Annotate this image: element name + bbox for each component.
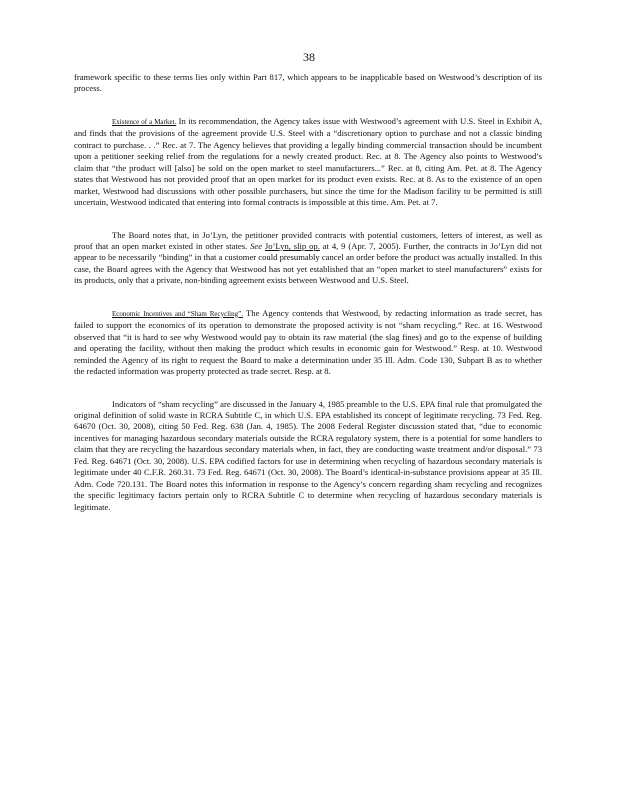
document-body xyxy=(74,72,542,513)
paragraph-jolyn xyxy=(74,230,542,287)
paragraph-text: In its recommendation, the Agency takes issue with Westwood’s agreement with U.S. Steel in Exhibit A, and finds that the provisions of the agreement provide U.S. Steel with a “discretionary option to purchase and not a classic binding contract to purchase. . .” Rec. at 7. The Agency believes that providing a legally binding commercial transaction should be incumbent upon a petitioner seeking relief from the regulations for a newly created product. Rec. at 8. The Agency also points to Westwood’s claim that “the product will [also] be sold on the open market to steel manufacturers...” Rec. at 8, citing Am. Pet. at 8. The Agency states that Westwood has not provided proof that an open market for its product even exists. Rec. at 8. As to the existence of an open market, Westwood had discussions with other possible purchasers, but since the time for the Madison facility to be permitted is still uncertain, Westwood indicated that entering into formal contracts is impossible at this time. Am. Pet. at 7. xyxy=(74,115,542,208)
paragraph-text: at 4, 9 (Apr. 7, 2005). Further, the contracts in Jo’Lyn did not appear to be necessarily “binding” in that a customer could presumably cancel an order before the product was actually installed. In this case, the Board agrees with the Agency that Westwood has not yet established that an “open market to steel manufacturers” exists for its products, only that a private, non-binding agreement exists between Westwood and U.S. Steel. xyxy=(74,240,542,286)
paragraph-gap xyxy=(74,95,542,116)
paragraph-indicators xyxy=(74,399,542,514)
paragraph-gap xyxy=(74,287,542,308)
section-heading: Existence of a Market. xyxy=(112,117,177,126)
paragraph-existence-of-market xyxy=(74,116,542,209)
signal-see: See xyxy=(250,240,263,251)
section-heading: Economic Incentives and “Sham Recycling”. xyxy=(112,309,243,318)
paragraph-gap xyxy=(74,209,542,230)
paragraph-text: Indicators of “sham recycling” are discussed in the January 4, 1985 preamble to the U.S. EPA final rule that promulgated the original definition of solid waste in RCRA Subtitle C, in which U.S. EPA established its concept of legitimate recycling. 73 Fed. Reg. 64670 (Oct. 30, 2008), citing 50 Fed. Reg. 638 (Jan. 4, 1985). The 2008 Federal Register discussion stated that, “due to economic incentives for managing hazardous secondary materials outside the RCRA regulatory system, there is a potential for some handlers to claim that they are recycling the hazardous secondary materials when, in fact, they are conducting waste treatment and/or disposal.” 73 Fed. Reg. 64671 (Oct. 30, 2008). U.S. EPA codified factors for use in determining when recycling of hazardous secondary materials is legitimate under 40 C.F.R. 260.31. 73 Fed. Reg. 64671 (Oct. 30, 2008). The Board’s identical-in-substance provisions appear at 35 Ill. Adm. Code 720.131. The Board notes this information in response to the Agency’s concern regarding sham recycling and recognizes the specific legitimacy factors pertain only to RCRA Subtitle C to determine when recycling of hazardous secondary materials is legitimate. xyxy=(74,398,542,512)
case-citation: Jo’Lyn, slip op. xyxy=(264,240,320,251)
paragraph-text: The Agency contends that Westwood, by redacting information as trade secret, has failed to support the economics of its operation to demonstrate the proposed activity is not “sham recycling.” Rec. at 16. Westwood observed that “it is hard to see why Westwood would pay to obtain its raw material (the slag fines) and go to the expense of building and operating the facility, without then making the product which results in economic gain for Westwood.” Resp. at 10. Westwood reminded the Agency of its right to request the Board to make a determination under 35 Ill. Adm. Code 130, Subpart B as to whether the redacted information was property protected as trade secret. Resp. at 8. xyxy=(74,307,543,377)
paragraph-economic-incentives xyxy=(74,308,542,378)
paragraph-text: The Board notes that, in Jo’Lyn, the petitioner provided contracts with potential customers, letters of interest, as well as proof that an open market existed in other states. xyxy=(74,229,542,251)
paragraph-text: framework specific to these terms lies only within Part 817, which appears to be inapplicable based on Westwood’s description of its process. xyxy=(74,72,542,94)
page-number: 38 xyxy=(303,50,315,64)
paragraph-continuation xyxy=(74,72,542,95)
paragraph-gap xyxy=(74,378,542,399)
